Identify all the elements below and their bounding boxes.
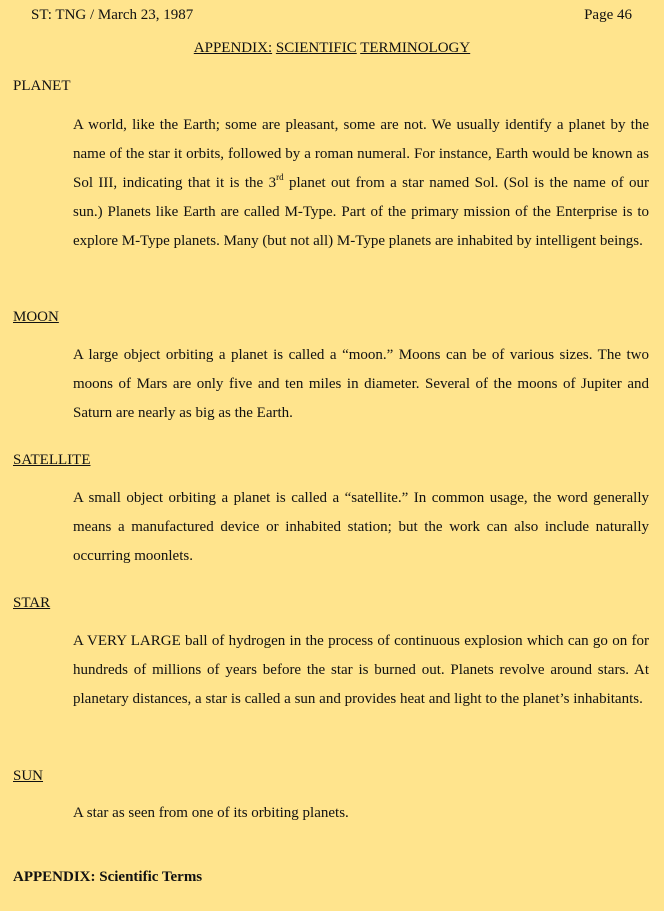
title-word-terminology: TERMINOLOGY [360,40,471,56]
term-star: STAR [13,595,51,611]
ordinal-suffix: rd [276,172,284,182]
page-number: Page 46 [584,7,632,23]
definition-moon: A large object orbiting a planet is called a “moon.” Moons can be of various sizes. The two moons of Mars are only five and ten miles in diameter. Several of the moons of Jupiter and Saturn are nearly as big as the Earth. [73,347,649,421]
definition-star: A VERY LARGE ball of hydrogen in the process of continuous explosion which can go on for hundreds of millions of years before the star is burned out. Planets revolve around stars. At planetary distances, a star is called a sun and provides heat and light to the planet’s inhabitants. [73,633,649,707]
title-word-appendix: APPENDIX: [193,40,273,56]
footer-label: APPENDIX: Scientific Terms [13,869,203,885]
definition-sun: A star as seen from one of its orbiting planets. [73,805,349,821]
definition-planet-part-1: A world, like the Earth; some are pleasant, some are not. We usually identify a planet by the name of the star it orbits, followed by a roman numeral. For instance, Earth would be known as Sol III, indicating that it is the 3 [73,117,649,191]
title-word-scientific: SCIENTIFIC [275,40,357,56]
term-planet: PLANET [13,78,71,94]
term-moon: MOON [13,309,59,325]
header-series-date: ST: TNG / March 23, 1987 [31,7,194,23]
term-satellite: SATELLITE [13,452,91,468]
definition-planet [73,111,649,256]
definition-satellite: A small object orbiting a planet is called a “satellite.” In common usage, the word generally means a manufactured device or inhabited station; but the work can also include naturally occurring moonlets. [73,490,649,564]
term-sun: SUN [13,768,44,784]
page-title [0,38,664,58]
definition-planet-part-2: planet out from a star named Sol. (Sol is the name of our sun.) Planets like Earth are called M-Type. Part of the primary mission of the Enterprise is to explore M-Type planets. Many (but not all) M-Type planets are inhabited by intelligent beings. [73,175,649,249]
